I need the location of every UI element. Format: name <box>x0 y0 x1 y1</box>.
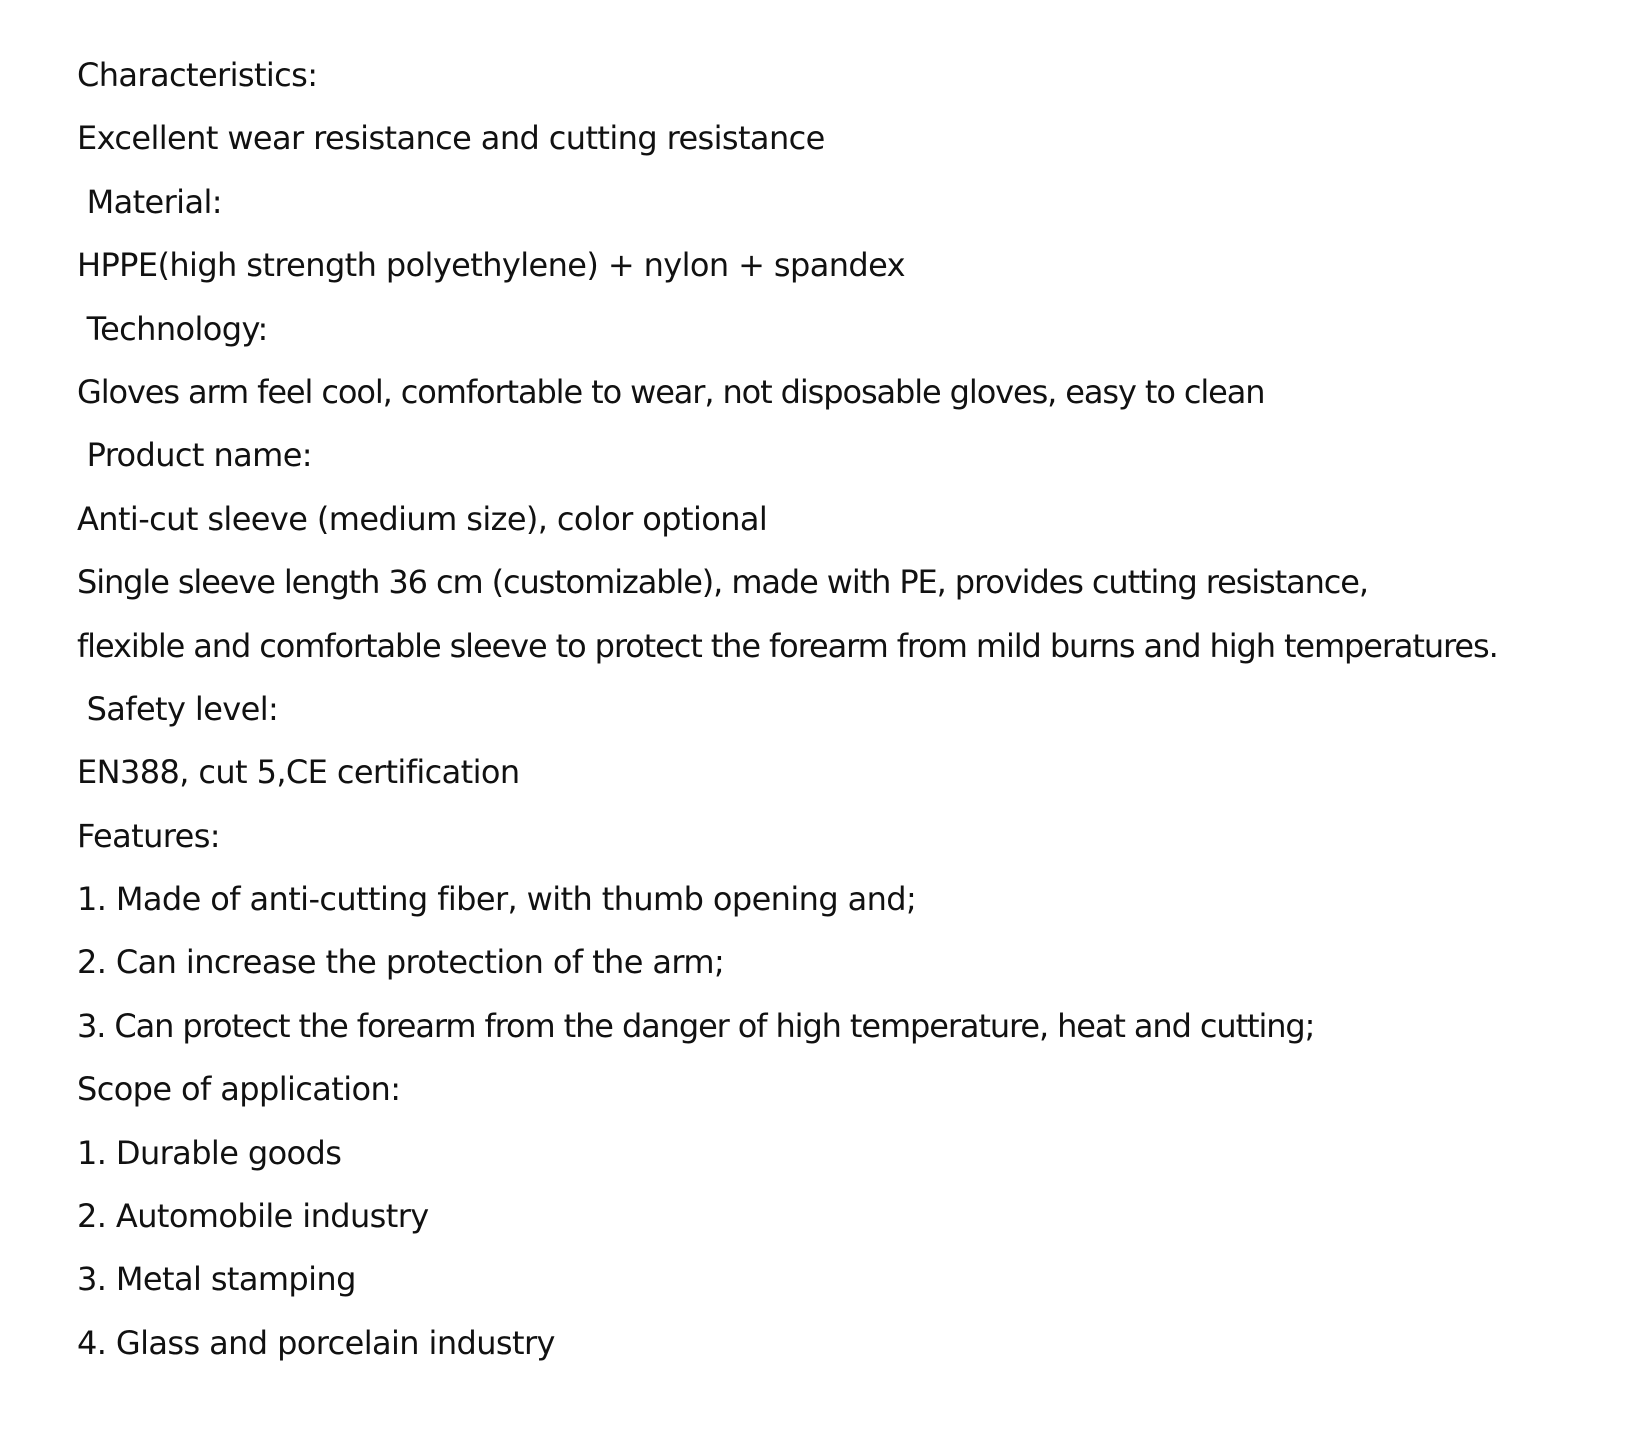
scope-item-1: 1. Durable goods <box>77 1133 342 1172</box>
product-detail-line-1: Single sleeve length 36 cm (customizable), made with PE, provides cutting resistance, <box>77 563 1368 602</box>
safety-level-heading: Safety level: <box>77 689 279 728</box>
features-heading: Features: <box>77 816 220 855</box>
product-name-heading: Product name: <box>77 436 312 475</box>
feature-item-3: 3. Can protect the forearm from the danger of high temperature, heat and cutting; <box>77 1006 1315 1045</box>
product-description <box>77 44 1607 1375</box>
material-heading: Material: <box>77 182 222 221</box>
material-text: HPPE(high strength polyethylene) + nylon + spandex <box>77 246 905 285</box>
product-name-text: Anti-cut sleeve (medium size), color optional <box>77 499 768 538</box>
technology-text: Gloves arm feel cool, comfortable to wear, not disposable gloves, easy to clean <box>77 372 1265 411</box>
scope-item-2: 2. Automobile industry <box>77 1197 429 1236</box>
characteristics-heading: Characteristics: <box>77 56 318 94</box>
safety-level-text: EN388, cut 5,CE certification <box>77 753 520 792</box>
feature-item-2: 2. Can increase the protection of the arm; <box>77 943 725 982</box>
scope-item-3: 3. Metal stamping <box>77 1260 356 1299</box>
characteristics-text: Excellent wear resistance and cutting resistance <box>77 119 825 158</box>
feature-item-1: 1. Made of anti-cutting fiber, with thumb opening and; <box>77 880 917 919</box>
technology-heading: Technology: <box>77 309 268 348</box>
product-detail-line-2: flexible and comfortable sleeve to protect the forearm from mild burns and high temperatures. <box>77 626 1498 665</box>
scope-item-4: 4. Glass and porcelain industry <box>77 1323 555 1362</box>
scope-heading: Scope of application: <box>77 1070 401 1109</box>
